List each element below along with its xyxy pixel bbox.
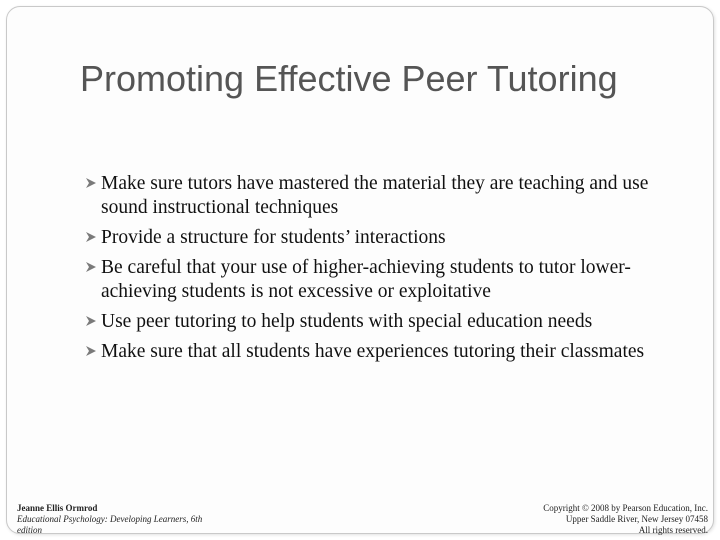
bullet-text: Make sure tutors have mastered the material they are teaching and use sound instructional techniques <box>101 173 649 218</box>
footer-book: Educational Psychology: Developing Learners, 6th edition <box>17 514 203 535</box>
footer-right <box>488 503 708 536</box>
bullet-list <box>84 172 684 370</box>
bullet-icon <box>84 344 98 358</box>
bullet-text: Provide a structure for students’ interactions <box>101 227 446 248</box>
slide-title: Promoting Effective Peer Tutoring <box>80 58 618 99</box>
bullet-text: Be careful that your use of higher-achieving students to tutor lower-achieving students is not excessive or exploitative <box>101 257 631 302</box>
bullet-icon <box>84 176 98 190</box>
bullet-icon <box>84 314 98 328</box>
bullet-icon <box>84 260 98 274</box>
bullet-item <box>84 256 684 304</box>
footer-copyright-line1: Copyright © 2008 by Pearson Education, Inc. <box>543 503 708 513</box>
footer-author: Jeanne Ellis Ormrod <box>17 503 98 513</box>
footer-left <box>17 503 217 536</box>
bullet-icon <box>84 230 98 244</box>
bullet-text: Use peer tutoring to help students with special education needs <box>101 311 593 332</box>
footer-copyright-line2: Upper Saddle River, New Jersey 07458 <box>565 514 708 524</box>
bullet-item <box>84 340 684 364</box>
bullet-item <box>84 226 684 250</box>
bullet-text: Make sure that all students have experiences tutoring their classmates <box>101 341 645 362</box>
footer-copyright-line3: All rights reserved. <box>638 525 708 535</box>
bullet-item <box>84 172 684 220</box>
bullet-item <box>84 310 684 334</box>
